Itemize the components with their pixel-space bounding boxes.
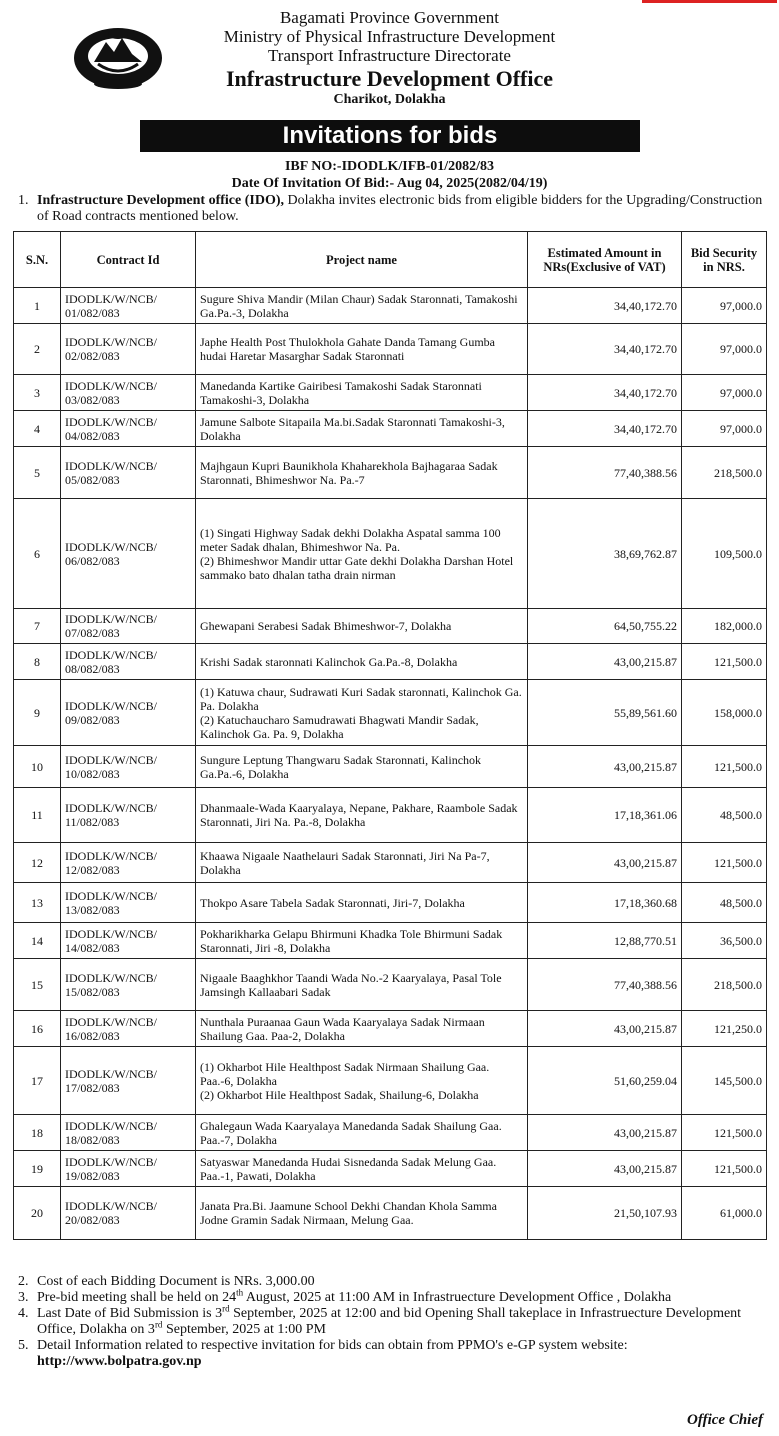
cell-project: (1) Katuwa chaur, Sudrawati Kuri Sadak staronnati, Kalinchok Ga. Pa. Dolakha (2) Katuchaucharo Samudrawati Bhagwati Mandir Sadak, Kalinchok Ga. Pa. 9, Dolakha: [196, 680, 528, 746]
cell-sn: 20: [14, 1187, 61, 1240]
cell-amount: 43,00,215.87: [528, 843, 682, 883]
table-row: [14, 788, 767, 843]
cell-amount: 21,50,107.93: [528, 1187, 682, 1240]
intro-paragraph: [18, 193, 766, 225]
table-row: [14, 609, 767, 644]
intro-text: Dolakha invites electronic bids from eligible bidders for the Upgrading/Construction of Road contracts mentioned below.: [37, 193, 763, 224]
cell-amount: 43,00,215.87: [528, 644, 682, 680]
note-detail-info: [18, 1338, 766, 1370]
note-text: August, 2025 at 11:00 AM in Infrastruecture Development Office , Dolakha: [243, 1290, 672, 1305]
note-superscript: rd: [222, 1303, 230, 1314]
intro-bold: Infrastructure Development office (IDO),: [37, 193, 285, 208]
cell-amount: 64,50,755.22: [528, 609, 682, 644]
cell-security: 182,000.0: [682, 609, 767, 644]
header-estimated-amount: Estimated Amount in NRs(Exclusive of VAT): [528, 232, 682, 288]
cell-sn: 5: [14, 447, 61, 499]
table-row: [14, 447, 767, 499]
table-row: [14, 746, 767, 788]
cell-contract-id: IDODLK/W/NCB/ 13/082/083: [61, 883, 196, 923]
cell-amount: 43,00,215.87: [528, 1115, 682, 1151]
cell-sn: 16: [14, 1011, 61, 1047]
cell-project: Japhe Health Post Thulokhola Gahate Danda Tamang Gumba hudai Haretar Masarghar Sadak Staronnati: [196, 324, 528, 375]
note-text: Cost of each Bidding Document is NRs. 3,000.00: [37, 1274, 315, 1289]
cell-amount: 77,40,388.56: [528, 959, 682, 1011]
cell-security: 121,500.0: [682, 1151, 767, 1187]
cell-contract-id: IDODLK/W/NCB/ 10/082/083: [61, 746, 196, 788]
office-location: Charikot, Dolakha: [333, 92, 446, 107]
note-prebid-meeting: [18, 1287, 766, 1306]
cell-sn: 3: [14, 375, 61, 411]
cell-amount: 12,88,770.51: [528, 923, 682, 959]
ibf-block: [0, 158, 779, 192]
note-text: September, 2025 at 12:00 and bid Opening Shall takeplace in Infrastruecture Development Office, Dolakha on 3: [37, 1306, 742, 1337]
cell-amount: 55,89,561.60: [528, 680, 682, 746]
note-text: Detail Information related to respective invitation for bids can obtain from PPMO's e-GP system website:: [37, 1338, 628, 1353]
note-superscript: th: [236, 1287, 244, 1298]
cell-amount: 77,40,388.56: [528, 447, 682, 499]
letterhead: [0, 8, 779, 108]
cell-contract-id: IDODLK/W/NCB/ 17/082/083: [61, 1047, 196, 1115]
cell-contract-id: IDODLK/W/NCB/ 03/082/083: [61, 375, 196, 411]
cell-security: 121,250.0: [682, 1011, 767, 1047]
cell-sn: 6: [14, 499, 61, 609]
cell-sn: 19: [14, 1151, 61, 1187]
cell-project: Satyaswar Manedanda Hudai Sisnedanda Sadak Melung Gaa. Paa.-1, Pawati, Dolakha: [196, 1151, 528, 1187]
cell-sn: 2: [14, 324, 61, 375]
cell-sn: 4: [14, 411, 61, 447]
bids-table: [13, 231, 767, 1240]
cell-project: Krishi Sadak staronnati Kalinchok Ga.Pa.-8, Dolakha: [196, 644, 528, 680]
table-row: [14, 843, 767, 883]
cell-sn: 10: [14, 746, 61, 788]
cell-sn: 11: [14, 788, 61, 843]
table-row: [14, 499, 767, 609]
cell-security: 121,500.0: [682, 843, 767, 883]
cell-security: 97,000.0: [682, 324, 767, 375]
cell-contract-id: IDODLK/W/NCB/ 11/082/083: [61, 788, 196, 843]
cell-security: 121,500.0: [682, 644, 767, 680]
note-text: September, 2025 at 1:00 PM: [162, 1322, 326, 1337]
cell-amount: 34,40,172.70: [528, 324, 682, 375]
cell-amount: 34,40,172.70: [528, 375, 682, 411]
table-row: [14, 1011, 767, 1047]
ministry-line: Ministry of Physical Infrastructure Development: [223, 27, 556, 46]
cell-sn: 8: [14, 644, 61, 680]
cell-project: (1) Okharbot Hile Healthpost Sadak Nirmaan Shailung Gaa. Paa.-6, Dolakha (2) Okharbot Hile Healthpost Sadak, Shailung-6, Dolakha: [196, 1047, 528, 1115]
cell-security: 97,000.0: [682, 375, 767, 411]
cell-project: Ghalegaun Wada Kaaryalaya Manedanda Sadak Shailung Gaa. Paa.-7, Dolakha: [196, 1115, 528, 1151]
table-row: [14, 1047, 767, 1115]
table-row: [14, 644, 767, 680]
cell-project: Sungure Leptung Thangwaru Sadak Staronnati, Kalinchok Ga.Pa.-6, Dolakha: [196, 746, 528, 788]
cell-contract-id: IDODLK/W/NCB/ 18/082/083: [61, 1115, 196, 1151]
table-row: [14, 324, 767, 375]
cell-project: Thokpo Asare Tabela Sadak Staronnati, Jiri-7, Dolakha: [196, 883, 528, 923]
corner-red-mark: [642, 0, 777, 3]
table-row: [14, 1151, 767, 1187]
ibf-number: IBF NO:-IDODLK/IFB-01/2082/83: [284, 159, 495, 174]
cell-project: Pokharikharka Gelapu Bhirmuni Khadka Tole Bhirmuni Sadak Staronnati, Jiri -8, Dolakha: [196, 923, 528, 959]
cell-sn: 15: [14, 959, 61, 1011]
note-superscript: rd: [154, 1319, 163, 1330]
table-row: [14, 883, 767, 923]
cell-security: 145,500.0: [682, 1047, 767, 1115]
cell-security: 36,500.0: [682, 923, 767, 959]
cell-sn: 9: [14, 680, 61, 746]
table-row: [14, 288, 767, 324]
cell-project: Jamune Salbote Sitapaila Ma.bi.Sadak Staronnati Tamakoshi-3, Dolakha: [196, 411, 528, 447]
table-row: [14, 959, 767, 1011]
cell-project: (1) Singati Highway Sadak dekhi Dolakha Aspatal samma 100 meter Sadak dhalan, Bhimeshwor Na. Pa. (2) Bhimeshwor Mandir uttar Gate dekhi Dolakha Darshan Hotel sammako bato dhalan tatha drain nirman: [196, 499, 528, 609]
cell-security: 218,500.0: [682, 959, 767, 1011]
cell-contract-id: IDODLK/W/NCB/ 20/082/083: [61, 1187, 196, 1240]
cell-contract-id: IDODLK/W/NCB/ 05/082/083: [61, 447, 196, 499]
cell-amount: 17,18,360.68: [528, 883, 682, 923]
province-line: Bagamati Province Government: [279, 8, 500, 27]
note-text: Last Date of Bid Submission is 3: [37, 1306, 223, 1321]
note-number: 3.: [18, 1290, 29, 1305]
cell-project: Nunthala Puraanaa Gaun Wada Kaaryalaya Sadak Nirmaan Shailung Gaa. Paa-2, Dolakha: [196, 1011, 528, 1047]
table-row: [14, 375, 767, 411]
intro-number: 1.: [18, 193, 29, 208]
cell-amount: 38,69,762.87: [528, 499, 682, 609]
cell-contract-id: IDODLK/W/NCB/ 09/082/083: [61, 680, 196, 746]
office-chief-signature: Office Chief: [687, 1412, 763, 1428]
directorate-line: Transport Infrastructure Directorate: [268, 46, 511, 65]
cell-contract-id: IDODLK/W/NCB/ 06/082/083: [61, 499, 196, 609]
cell-security: 109,500.0: [682, 499, 767, 609]
office-title: Infrastructure Development Office: [225, 66, 554, 91]
cell-security: 121,500.0: [682, 746, 767, 788]
note-document-cost: [18, 1274, 766, 1290]
table-row: [14, 923, 767, 959]
cell-security: 48,500.0: [682, 883, 767, 923]
cell-contract-id: IDODLK/W/NCB/ 12/082/083: [61, 843, 196, 883]
cell-amount: 43,00,215.87: [528, 1011, 682, 1047]
cell-project: Manedanda Kartike Gairibesi Tamakoshi Sadak Staronnati Tamakoshi-3, Dolakha: [196, 375, 528, 411]
header-bid-security: Bid Security in NRS.: [682, 232, 767, 288]
cell-amount: 34,40,172.70: [528, 411, 682, 447]
cell-amount: 43,00,215.87: [528, 1151, 682, 1187]
cell-sn: 14: [14, 923, 61, 959]
cell-contract-id: IDODLK/W/NCB/ 01/082/083: [61, 288, 196, 324]
cell-contract-id: IDODLK/W/NCB/ 04/082/083: [61, 411, 196, 447]
cell-security: 97,000.0: [682, 411, 767, 447]
header-project-name: Project name: [196, 232, 528, 288]
cell-security: 158,000.0: [682, 680, 767, 746]
cell-contract-id: IDODLK/W/NCB/ 14/082/083: [61, 923, 196, 959]
cell-security: 61,000.0: [682, 1187, 767, 1240]
cell-sn: 1: [14, 288, 61, 324]
table-header-row: [14, 232, 767, 288]
notes-section: [18, 1274, 766, 1370]
cell-amount: 51,60,259.04: [528, 1047, 682, 1115]
cell-contract-id: IDODLK/W/NCB/ 08/082/083: [61, 644, 196, 680]
cell-contract-id: IDODLK/W/NCB/ 02/082/083: [61, 324, 196, 375]
cell-contract-id: IDODLK/W/NCB/ 19/082/083: [61, 1151, 196, 1187]
cell-contract-id: IDODLK/W/NCB/ 16/082/083: [61, 1011, 196, 1047]
cell-contract-id: IDODLK/W/NCB/ 15/082/083: [61, 959, 196, 1011]
cell-sn: 12: [14, 843, 61, 883]
cell-project: Nigaale Baaghkhor Taandi Wada No.-2 Kaaryalaya, Pasal Tole Jamsingh Kallaabari Sadak: [196, 959, 528, 1011]
cell-amount: 34,40,172.70: [528, 288, 682, 324]
cell-project: Khaawa Nigaale Naathelauri Sadak Staronnati, Jiri Na Pa-7, Dolakha: [196, 843, 528, 883]
table-row: [14, 411, 767, 447]
cell-security: 97,000.0: [682, 288, 767, 324]
cell-project: Sugure Shiva Mandir (Milan Chaur) Sadak Staronnati, Tamakoshi Ga.Pa.-3, Dolakha: [196, 288, 528, 324]
invitation-date: Date Of Invitation Of Bid:- Aug 04, 2025(2082/04/19): [231, 176, 548, 191]
bolpatra-link[interactable]: http://www.bolpatra.gov.np: [37, 1354, 202, 1369]
cell-project: Ghewapani Serabesi Sadak Bhimeshwor-7, Dolakha: [196, 609, 528, 644]
cell-project: Dhanmaale-Wada Kaaryalaya, Nepane, Pakhare, Raambole Sadak Staronnati, Jiri Na. Pa.-8, Dolakha: [196, 788, 528, 843]
cell-project: Janata Pra.Bi. Jaamune School Dekhi Chandan Khola Samma Jodne Gramin Sadak Nirmaan, Melung Gaa.: [196, 1187, 528, 1240]
cell-amount: 43,00,215.87: [528, 746, 682, 788]
cell-sn: 18: [14, 1115, 61, 1151]
header-sn: S.N.: [14, 232, 61, 288]
cell-sn: 17: [14, 1047, 61, 1115]
header-contract-id: Contract Id: [61, 232, 196, 288]
note-text: Pre-bid meeting shall be held on 24: [37, 1290, 237, 1305]
invitation-banner: Invitations for bids: [140, 120, 640, 152]
cell-project: Majhgaun Kupri Baunikhola Khaharekhola Bajhagaraa Sadak Staronnati, Bhimeshwor Na. Pa.-7: [196, 447, 528, 499]
cell-sn: 7: [14, 609, 61, 644]
table-row: [14, 680, 767, 746]
cell-sn: 13: [14, 883, 61, 923]
note-number: 5.: [18, 1338, 29, 1353]
cell-security: 48,500.0: [682, 788, 767, 843]
cell-contract-id: IDODLK/W/NCB/ 07/082/083: [61, 609, 196, 644]
table-row: [14, 1115, 767, 1151]
table-row: [14, 1187, 767, 1240]
note-submission-date: [18, 1303, 766, 1338]
cell-amount: 17,18,361.06: [528, 788, 682, 843]
note-number: 2.: [18, 1274, 29, 1289]
cell-security: 121,500.0: [682, 1115, 767, 1151]
cell-security: 218,500.0: [682, 447, 767, 499]
note-number: 4.: [18, 1306, 29, 1321]
